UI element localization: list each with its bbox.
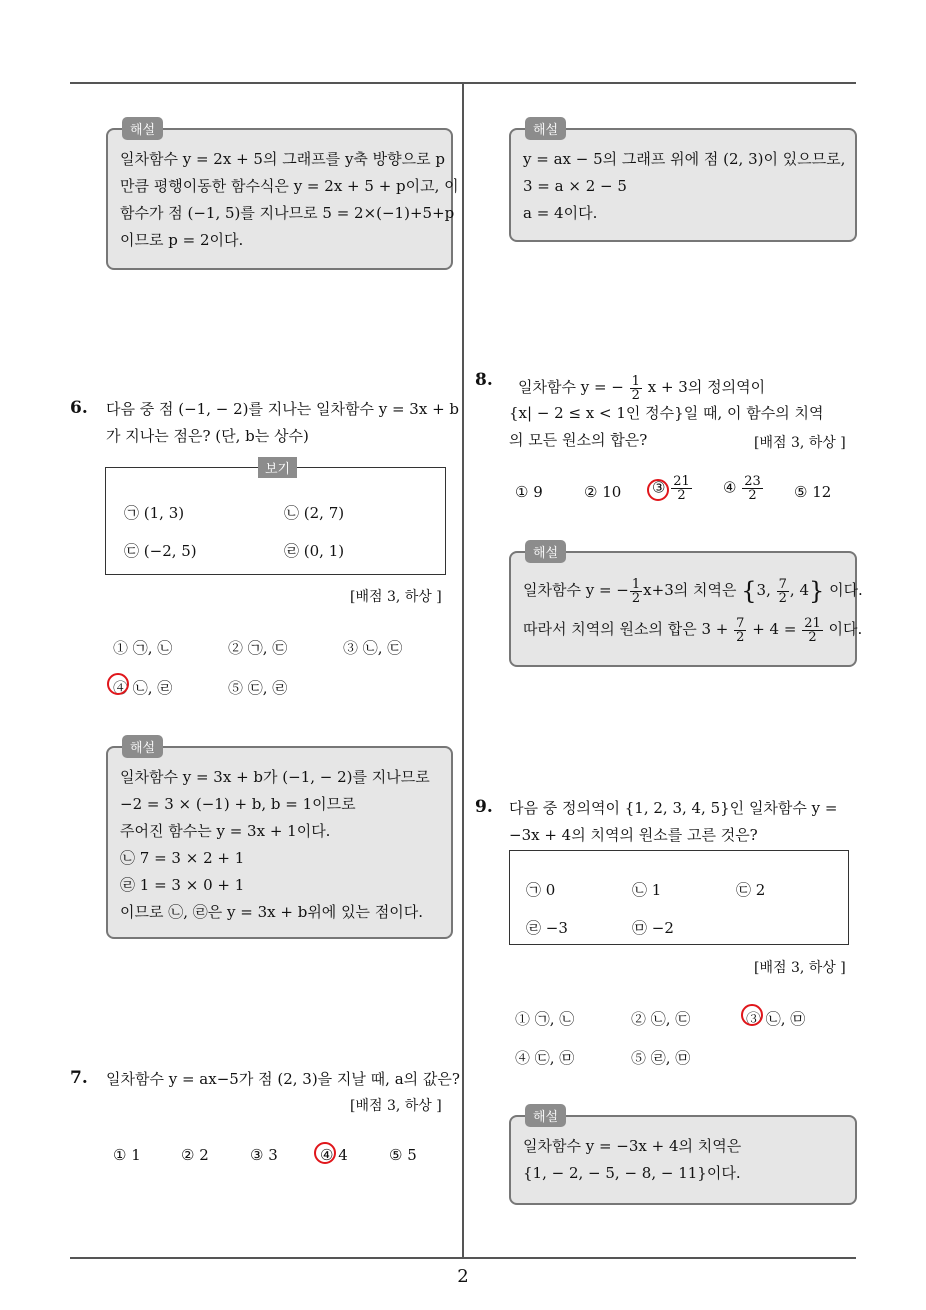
fraction-denominator: 2 <box>748 488 757 503</box>
option-3[interactable]: ③ ㉡, ㉢ <box>343 639 403 657</box>
option-4[interactable]: ④ ㉢, ㉤ <box>515 1049 575 1067</box>
option-5[interactable]: ⑤ 12 <box>794 483 832 501</box>
option-5[interactable]: ⑤ 5 <box>389 1146 417 1164</box>
score-q8: [배점 3, 하상 ] <box>754 435 846 451</box>
solution-box-q5 <box>106 123 459 270</box>
fraction-denominator: 2 <box>778 590 787 606</box>
fraction-denominator: 2 <box>736 629 745 645</box>
fraction-numerator: 1 <box>631 576 641 592</box>
option-label: ③ <box>652 478 666 497</box>
question-text-6 <box>106 396 460 450</box>
fraction-denominator: 2 <box>631 387 640 403</box>
question-text-7: 일차함수 y = ax−5가 점 (2, 3)을 지날 때, a의 값은? <box>106 1070 460 1088</box>
option-2[interactable]: ② 10 <box>584 483 622 501</box>
option-3[interactable]: ③ 3 <box>250 1146 278 1164</box>
question-number-8: 8. <box>475 370 493 390</box>
option-1[interactable]: ① ㉠, ㉡ <box>113 639 173 657</box>
bogi-item: ㉣ (0, 1) <box>284 542 345 560</box>
option-4[interactable]: ④ ㉡, ㉣ <box>113 679 173 697</box>
question-line: −3x + 4의 치역의 원소를 고른 것은? <box>509 826 758 844</box>
solution-tag: 해설 <box>122 117 163 140</box>
solution-line: 일차함수 y = 2x + 5의 그래프를 y축 방향으로 p <box>120 150 446 168</box>
solution-text: , 4 <box>789 581 810 599</box>
solution-line: y = ax − 5의 그래프 위에 점 (2, 3)이 있으므로, <box>523 150 846 168</box>
fraction-numerator: 7 <box>778 576 787 592</box>
fraction <box>630 578 642 605</box>
answer-mark-circle <box>107 673 129 695</box>
solution-line: 일차함수 y = −3x + 4의 치역은 <box>523 1137 742 1155</box>
question-text-8 <box>518 374 858 402</box>
option-1[interactable]: ① ㉠, ㉡ <box>515 1010 575 1028</box>
question-line <box>518 374 858 402</box>
choice-box-q9 <box>509 850 849 945</box>
solution-text: 이다. <box>829 581 863 599</box>
solution-text: x+3의 치역은 <box>643 581 737 599</box>
answer-mark-circle <box>647 479 669 501</box>
solution-line <box>523 571 863 610</box>
solution-tag: 해설 <box>525 1104 566 1127</box>
solution-line: 일차함수 y = 3x + b가 (−1, − 2)를 지나므로 <box>120 768 430 786</box>
solution-line: 만큼 평행이동한 함수식은 y = 2x + 5 + p이고, 이 <box>120 177 459 195</box>
option-1[interactable]: ① 1 <box>113 1146 141 1164</box>
bogi-item: ㉠ (1, 3) <box>124 504 185 522</box>
set-open-brace: { <box>741 577 757 605</box>
question-line: 의 모든 원소의 합은? <box>509 431 648 449</box>
solution-line: ㉡ 7 = 3 × 2 + 1 <box>120 849 245 867</box>
fraction <box>742 475 763 502</box>
box-item: ㉢ 2 <box>736 881 766 899</box>
solution-line: 3 = a × 2 − 5 <box>523 177 627 195</box>
solution-text: + 4 = <box>752 620 797 638</box>
question-text-9 <box>509 795 859 849</box>
solution-line: {1, − 2, − 5, − 8, − 11}이다. <box>523 1164 741 1182</box>
score-q6: [배점 3, 하상 ] <box>350 589 442 605</box>
fraction <box>630 375 642 402</box>
fraction <box>777 578 789 605</box>
box-item: ㉤ −2 <box>632 919 674 937</box>
column-divider <box>462 84 464 1258</box>
fraction-numerator: 21 <box>804 615 821 631</box>
question-line: 다음 중 점 (−1, − 2)를 지나는 일차함수 y = 3x + b <box>106 400 460 418</box>
fraction-denominator: 2 <box>677 488 686 503</box>
solution-line: 주어진 함수는 y = 3x + 1이다. <box>120 822 331 840</box>
bogi-tag: 보기 <box>258 457 297 478</box>
fraction-denominator: 2 <box>631 590 641 606</box>
solution-box-q8 <box>509 546 863 667</box>
option-2[interactable]: ② 2 <box>181 1146 209 1164</box>
option-label: ④ <box>723 478 737 497</box>
solution-line: 함수가 점 (−1, 5)를 지나므로 5 = 2×(−1)+5+p <box>120 204 455 222</box>
bogi-item: ㉡ (2, 7) <box>284 504 345 522</box>
question-number-7: 7. <box>70 1068 88 1088</box>
question-line: 가 지나는 점은? (단, b는 상수) <box>106 427 309 445</box>
set-close-brace: } <box>809 577 825 605</box>
fraction-numerator: 7 <box>736 615 745 631</box>
option-4[interactable]: ④ 4 <box>320 1146 348 1164</box>
solution-line: ㉣ 1 = 3 × 0 + 1 <box>120 876 245 894</box>
box-item: ㉠ 0 <box>526 881 556 899</box>
bottom-rule <box>70 1257 856 1259</box>
solution-text: 따라서 치역의 원소의 합은 3 + <box>523 620 729 638</box>
fraction-numerator: 23 <box>744 474 761 489</box>
option-3[interactable]: ③ ㉡, ㉤ <box>746 1010 806 1028</box>
bogi-box-q6 <box>105 462 446 575</box>
question-line-text: 일차함수 y = − <box>518 378 624 396</box>
fraction-numerator: 1 <box>631 373 640 389</box>
question-line: 다음 중 정의역이 {1, 2, 3, 4, 5}인 일차함수 y = <box>509 799 838 817</box>
question-number-6: 6. <box>70 398 88 418</box>
solution-box-q9 <box>509 1110 857 1205</box>
solution-box-q6 <box>106 741 453 939</box>
solution-line: −2 = 3 × (−1) + b, b = 1이므로 <box>120 795 356 813</box>
option-5[interactable]: ⑤ ㉢, ㉣ <box>228 679 288 697</box>
box-item: ㉣ −3 <box>526 919 568 937</box>
solution-text: 3, <box>756 581 771 599</box>
question-line: {x| − 2 ≤ x < 1인 정수}일 때, 이 함수의 치역 <box>509 404 824 422</box>
fraction-denominator: 2 <box>808 629 817 645</box>
question-line-text: x + 3의 정의역이 <box>647 378 766 396</box>
solution-box-q7 <box>509 123 857 242</box>
option-5[interactable]: ⑤ ㉣, ㉤ <box>631 1049 691 1067</box>
answer-mark-circle <box>741 1004 763 1026</box>
option-1[interactable]: ① 9 <box>515 483 543 501</box>
solution-tag: 해설 <box>122 735 163 758</box>
solution-text: 이다. <box>828 620 863 638</box>
solution-line: 이므로 p = 2이다. <box>120 231 244 249</box>
fraction-numerator: 21 <box>673 474 690 489</box>
fraction <box>802 617 823 644</box>
solution-tag: 해설 <box>525 540 566 563</box>
score-q9: [배점 3, 하상 ] <box>754 960 846 976</box>
question-number-9: 9. <box>475 797 493 817</box>
bogi-item: ㉢ (−2, 5) <box>124 542 197 560</box>
page-number: 2 <box>457 1266 469 1287</box>
fraction <box>734 617 746 644</box>
solution-tag: 해설 <box>525 117 566 140</box>
option-4[interactable] <box>723 475 764 502</box>
option-2[interactable]: ② ㉠, ㉢ <box>228 639 288 657</box>
box-item: ㉡ 1 <box>632 881 662 899</box>
solution-line: 이므로 ㉡, ㉣은 y = 3x + b위에 있는 점이다. <box>120 903 424 921</box>
answer-mark-circle <box>314 1142 336 1164</box>
solution-line: a = 4이다. <box>523 204 598 222</box>
score-q7: [배점 3, 하상 ] <box>350 1098 442 1114</box>
solution-text: 일차함수 y = − <box>523 581 629 599</box>
fraction <box>671 475 692 502</box>
solution-line <box>523 610 863 648</box>
option-2[interactable]: ② ㉡, ㉢ <box>631 1010 691 1028</box>
